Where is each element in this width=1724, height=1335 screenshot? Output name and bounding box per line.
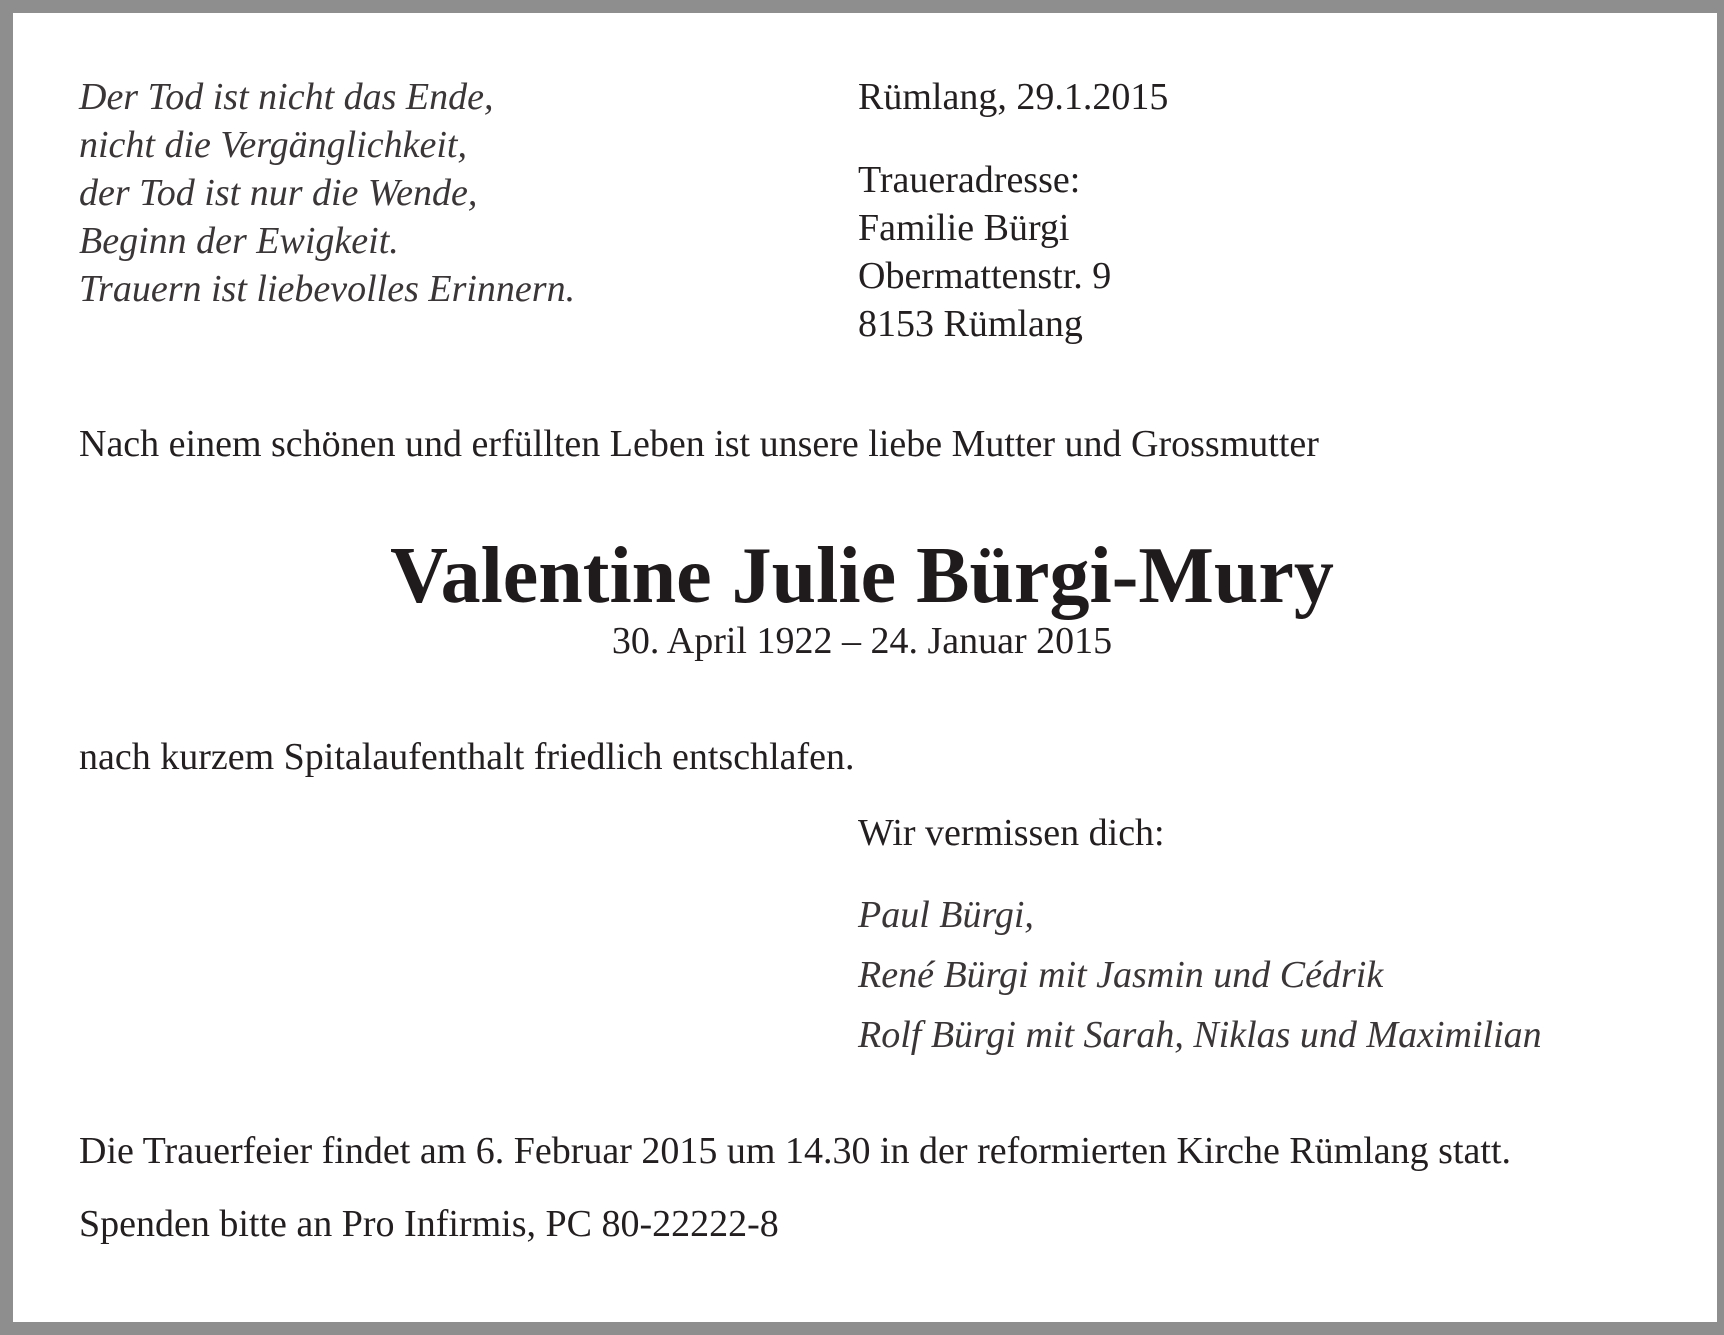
address-family: Familie Bürgi — [858, 207, 1070, 249]
address-label: Traueradresse: — [858, 159, 1081, 201]
intro-text: Nach einem schönen und erfüllten Leben ist unsere liebe Mutter und Grossmutter — [79, 423, 1319, 465]
deceased-name: Valentine Julie Bürgi-Mury — [390, 532, 1334, 620]
mourner-name: Paul Bürgi, — [858, 894, 1034, 936]
poem-line: Trauern ist liebevolles Erinnern. — [79, 268, 576, 310]
poem-line: Der Tod ist nicht das Ende, — [79, 76, 494, 118]
donations-notice: Spenden bitte an Pro Infirmis, PC 80-22222-8 — [79, 1203, 779, 1245]
place-date: Rümlang, 29.1.2015 — [858, 76, 1169, 118]
mourner-name: Rolf Bürgi mit Sarah, Niklas und Maximilian — [858, 1014, 1542, 1056]
poem — [79, 73, 575, 313]
ceremony-notice: Die Trauerfeier findet am 6. Februar 2015 um 14.30 in der reformierten Kirche Rümlang statt. — [79, 1130, 1511, 1172]
life-dates: 30. April 1922 – 24. Januar 2015 — [611, 620, 1113, 662]
poem-line: nicht die Vergänglichkeit, — [79, 124, 467, 166]
address-street: Obermattenstr. 9 — [858, 255, 1112, 297]
address-city: 8153 Rümlang — [858, 303, 1083, 345]
passing-text: nach kurzem Spitalaufenthalt friedlich entschlafen. — [79, 736, 855, 778]
mourners-list — [858, 885, 1542, 1065]
mourners-heading: Wir vermissen dich: — [858, 812, 1165, 854]
poem-line: der Tod ist nur die Wende, — [79, 172, 478, 214]
poem-line: Beginn der Ewigkeit. — [79, 220, 399, 262]
mourning-address — [858, 156, 1111, 348]
mourner-name: René Bürgi mit Jasmin und Cédrik — [858, 954, 1384, 996]
